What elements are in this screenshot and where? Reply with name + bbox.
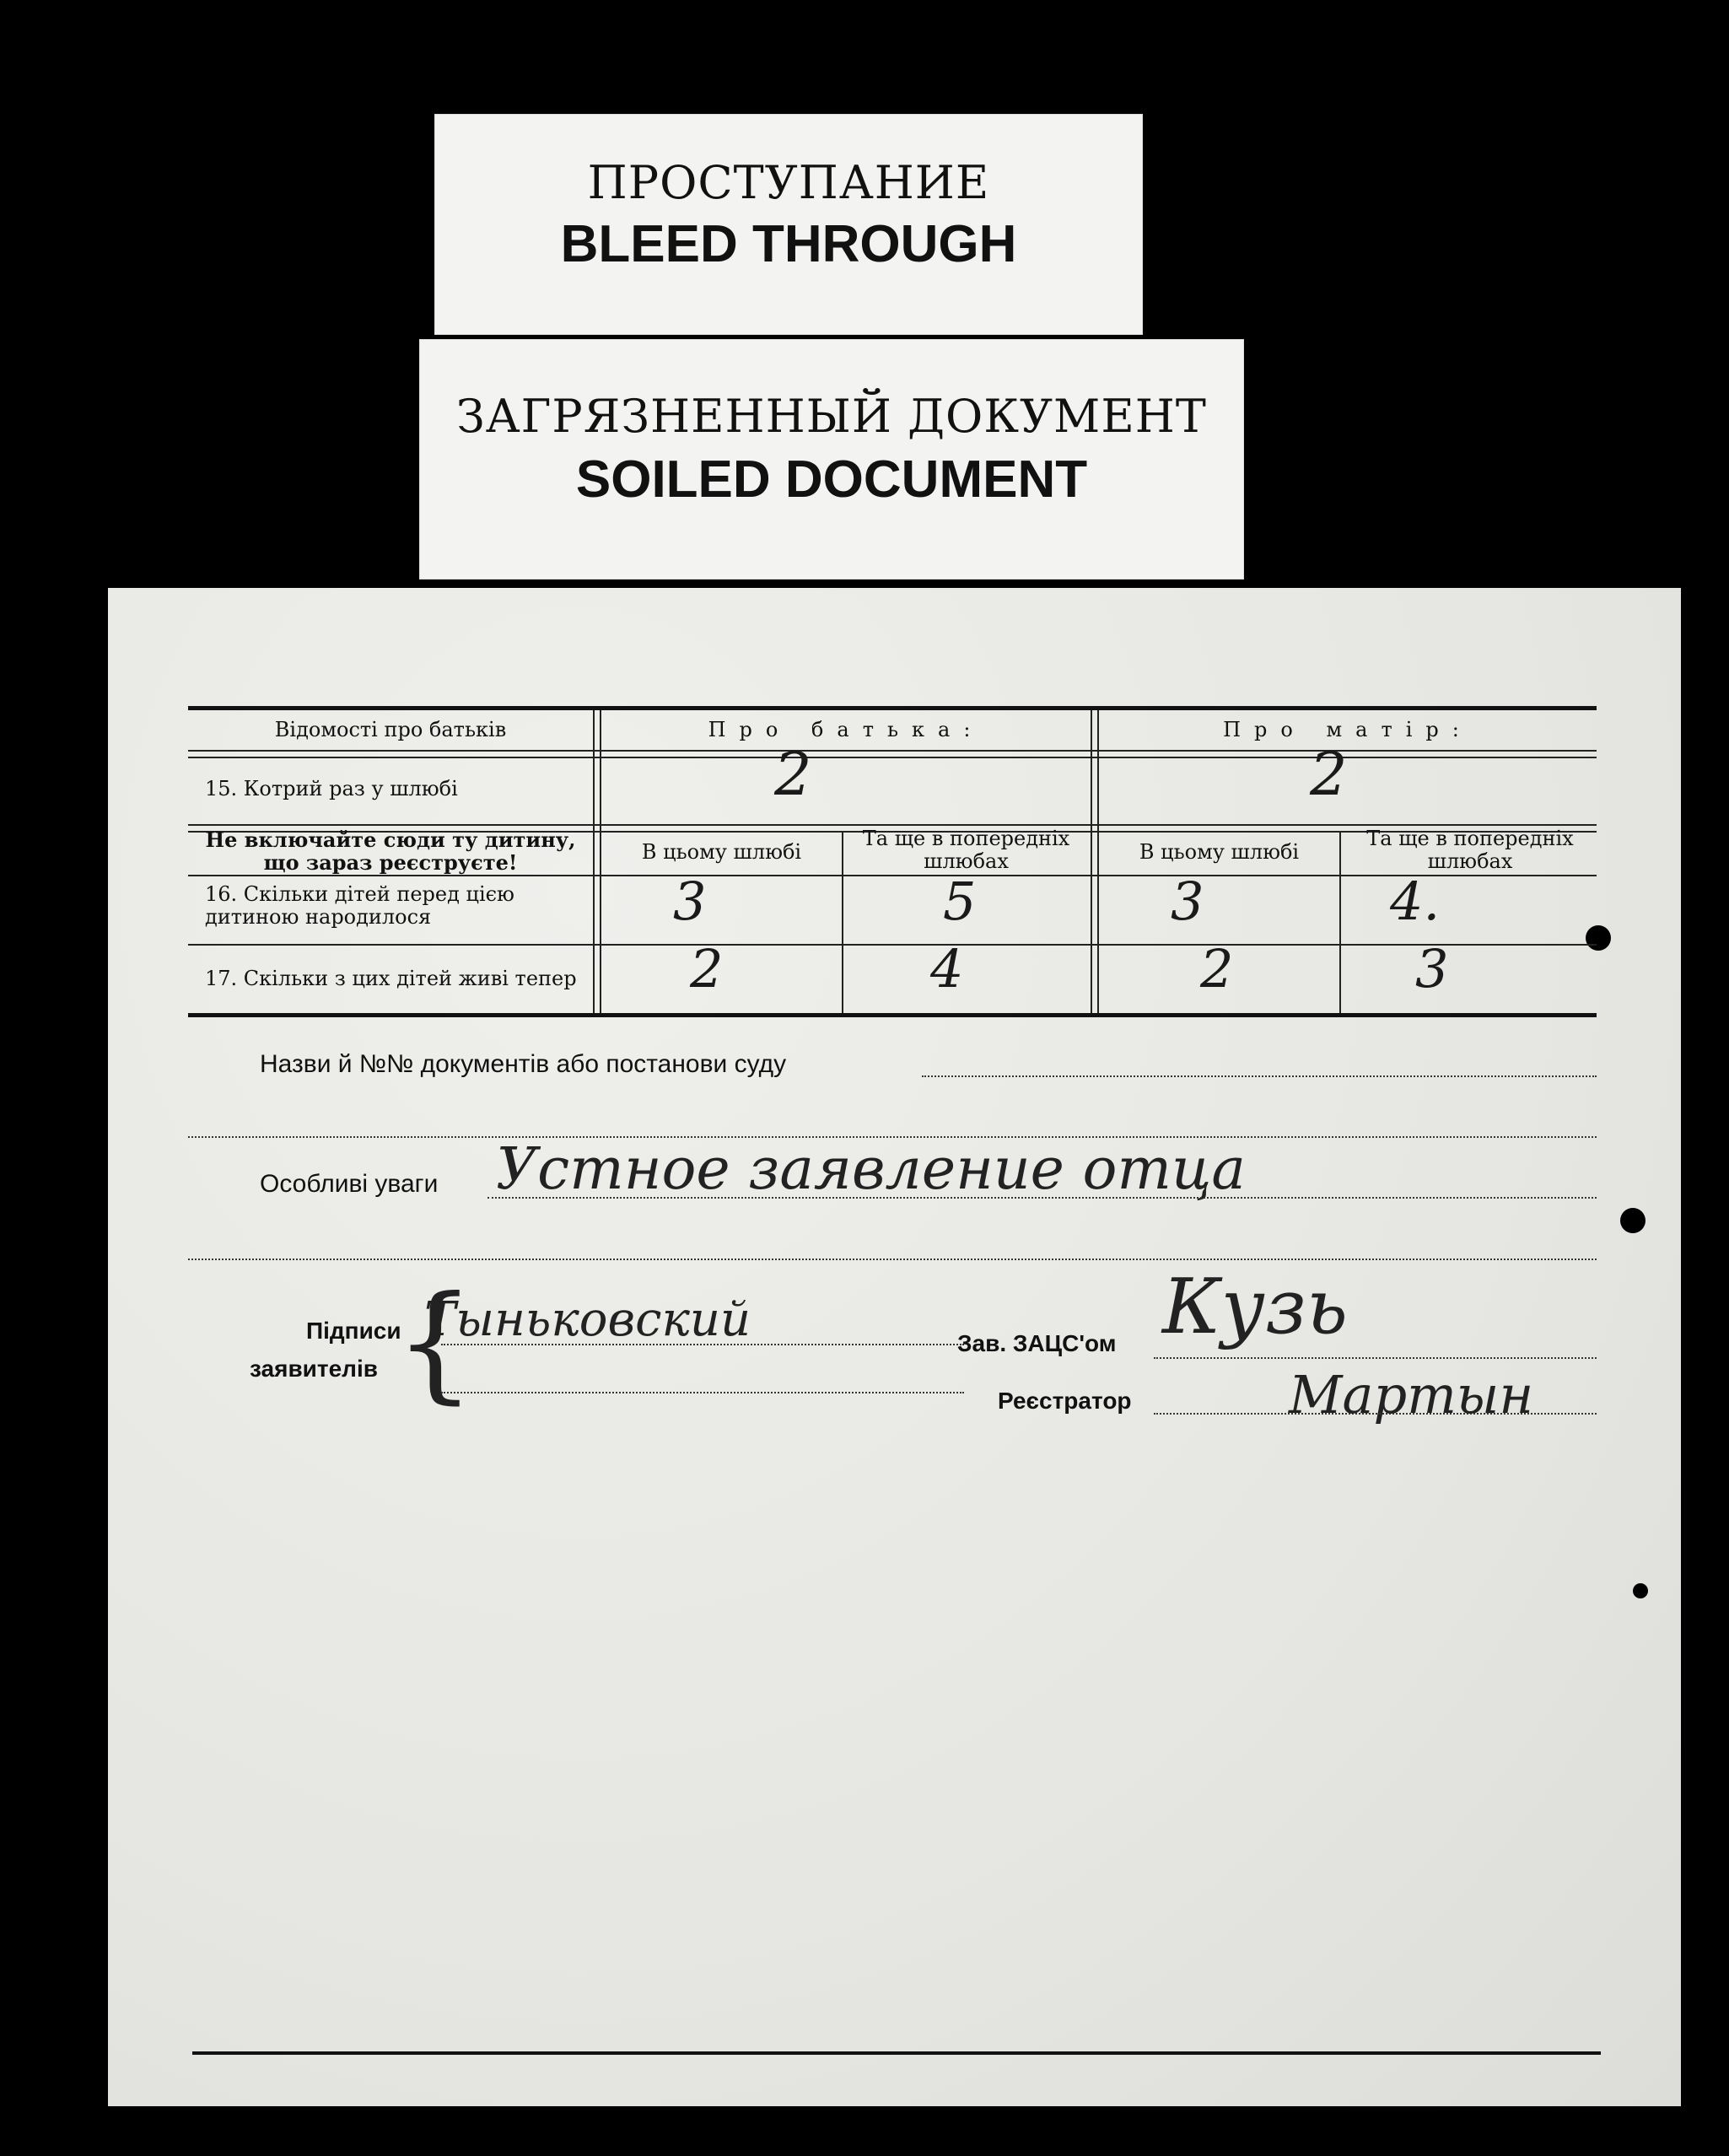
applicants-signature-label: заявителів (250, 1356, 378, 1382)
header-mother: Про матір: (1223, 718, 1473, 741)
table-top-rule (188, 706, 1597, 710)
head-signature-line (1154, 1357, 1597, 1359)
row17-value: 2 (1200, 938, 1234, 1000)
subheader-this-marriage: В цьому шлюбі (641, 840, 802, 864)
header-father: Про батька: (708, 718, 984, 741)
punch-hole-icon (1620, 1208, 1646, 1233)
row15-father-value: 2 (774, 740, 812, 809)
applicants-signature-label: Підписи (306, 1318, 401, 1344)
table-bottom-rule (188, 1013, 1597, 1017)
table-col-divider (1339, 831, 1341, 1013)
row17-value: 3 (1415, 938, 1449, 1000)
table-rule (188, 824, 1597, 826)
table-col-divider (1091, 710, 1099, 1013)
applicant-signature-line (441, 1392, 964, 1393)
documents-line (922, 1075, 1597, 1077)
soiled-document-slip (419, 339, 1244, 579)
table-col-divider (842, 831, 843, 1013)
row16-value: 5 (943, 870, 977, 932)
slip-en-text: SOILED DOCUMENT (575, 450, 1088, 509)
remarks-line (487, 1197, 1597, 1199)
subheader-this-marriage: В цьому шлюбі (1139, 840, 1300, 864)
remarks-line (188, 1259, 1597, 1260)
table-rule (188, 944, 1597, 946)
row16-value: 3 (1171, 870, 1204, 932)
row16-value: 4. (1390, 870, 1441, 932)
table-col-divider (593, 710, 601, 1013)
brace: { (395, 1269, 476, 1416)
form-page (108, 588, 1681, 2106)
subheader-previous: Та ще в попередніх шлюбах (1366, 827, 1574, 873)
table-rule (188, 875, 1597, 876)
head-zags-label: Зав. ЗАЦС'ом (957, 1330, 1117, 1356)
slip-ru-text: ЗАГРЯЗНЕННЫЙ ДОКУМЕНТ (456, 390, 1207, 443)
row15-mother-value: 2 (1310, 740, 1348, 809)
punch-hole-icon (1586, 925, 1611, 951)
remarks-value: Устное заявление отца (496, 1136, 1246, 1203)
row17-value: 2 (690, 938, 724, 1000)
head-zags-signature: Кузь (1162, 1263, 1348, 1351)
registrar-signature: Мартын (1289, 1364, 1534, 1426)
row17-label: 17. Скільки з цих дітей живі тепер (205, 967, 577, 990)
row16-value: 3 (673, 870, 707, 932)
row15-label: 15. Котрий раз у шлюбі (205, 777, 458, 800)
slip-en-text: BLEED THROUGH (560, 215, 1017, 273)
bleed-through-slip (434, 114, 1143, 335)
remarks-label: Особливі уваги (260, 1170, 439, 1198)
row16-label: 16. Скільки дітей перед цією дитиною народилося (205, 882, 514, 929)
subheader-previous: Та ще в попередніх шлюбах (862, 827, 1070, 873)
row17-value: 4 (930, 938, 964, 1000)
table-rule (188, 750, 1597, 752)
registrar-signature-line (1154, 1413, 1597, 1415)
applicant-signature: Тыньковский (424, 1292, 751, 1347)
page-bottom-rule (192, 2051, 1601, 2055)
slip-ru-text: ПРОСТУПАНИЕ (587, 156, 990, 209)
header-parents-info: Відомості про батьків (274, 718, 507, 741)
documents-label: Назви й №№ документів або постанови суду (260, 1050, 787, 1078)
applicant-signature-line (441, 1344, 964, 1345)
registrar-label: Реєстратор (998, 1388, 1132, 1414)
punch-hole-icon (1633, 1583, 1648, 1598)
table-rule (188, 757, 1597, 758)
note-exclude-child: Не включайте сюди ту дитину, що зараз реєструєте! (205, 827, 576, 875)
